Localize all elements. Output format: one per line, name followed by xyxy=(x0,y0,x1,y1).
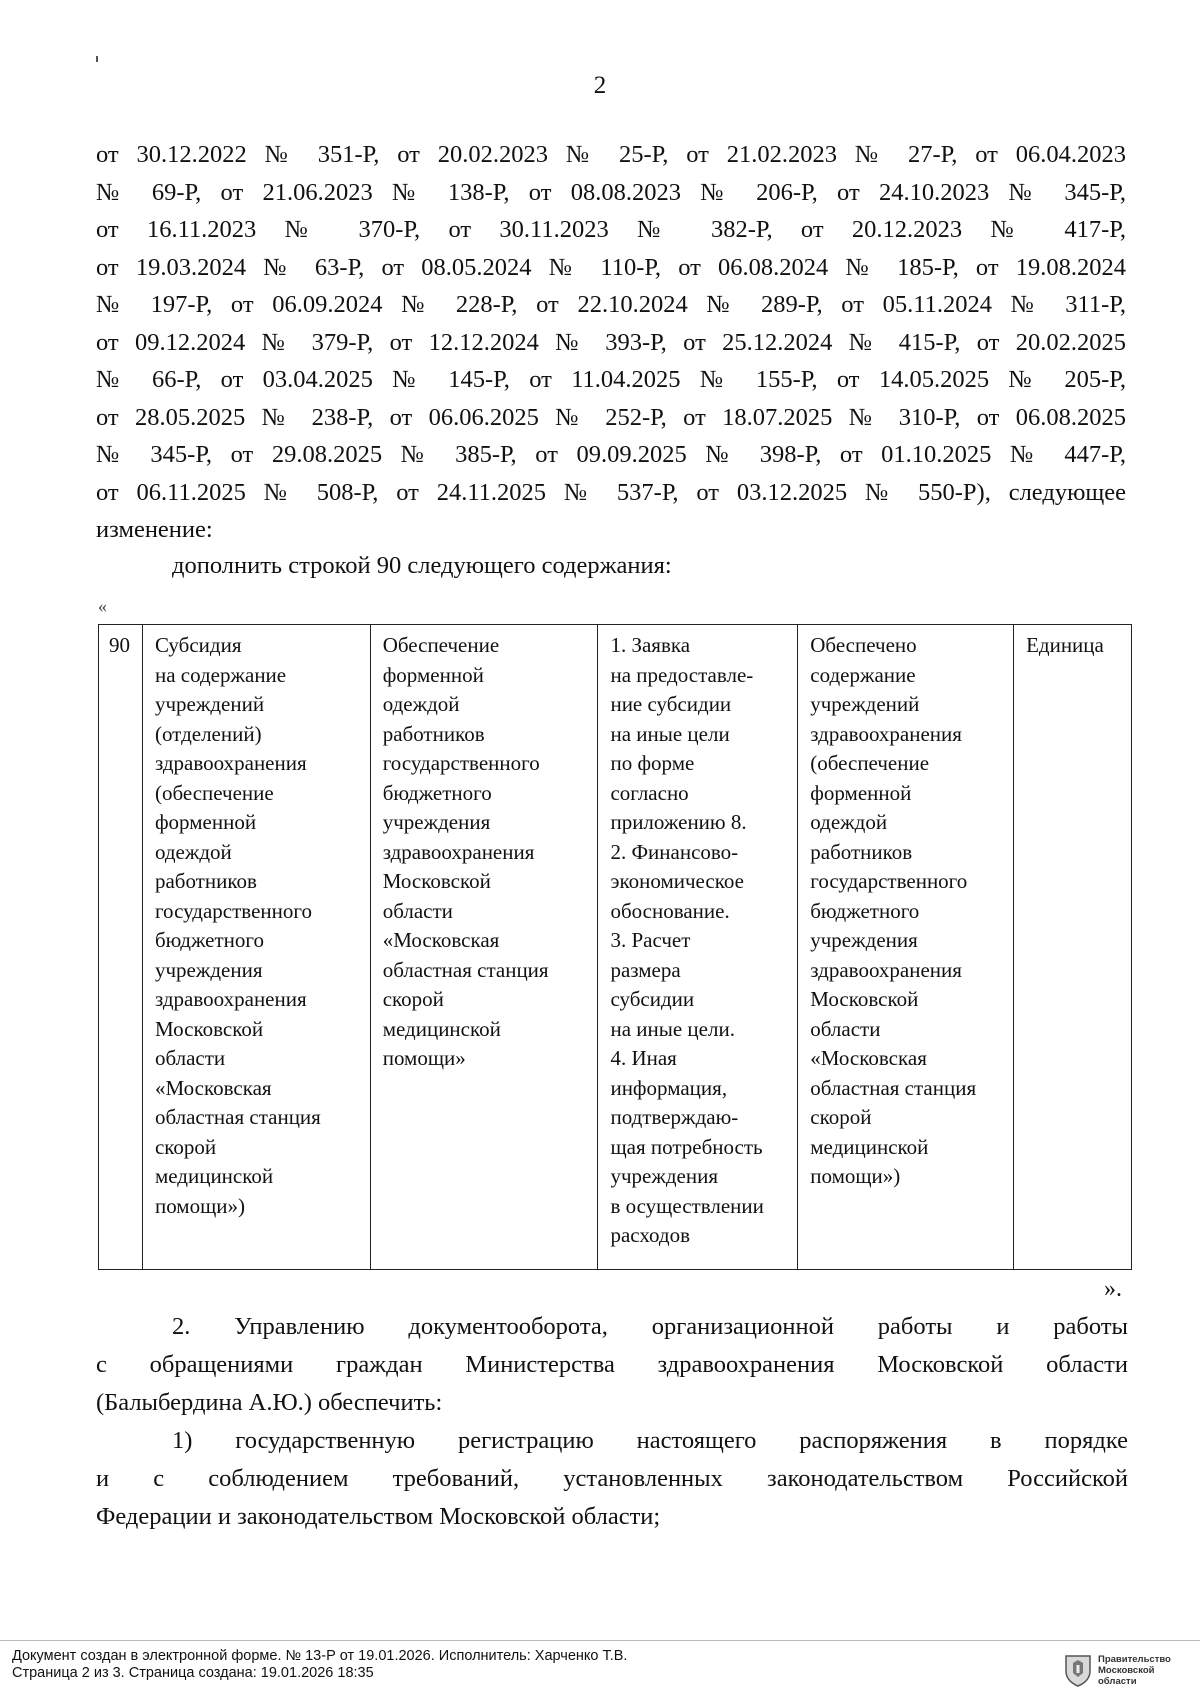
footer-page-info: Страница 2 из 3. Страница создана: 19.01.2026 18:35 xyxy=(12,1665,374,1681)
footer-divider xyxy=(0,1640,1200,1641)
intro-line: от 30.12.2022 № 351-Р, от 20.02.2023 № 25-Р, от 21.02.2023 № 27-Р, от 06.04.2023 xyxy=(96,141,1126,168)
scan-mark xyxy=(96,56,98,62)
paragraph-line: (Балыбердина А.Ю.) обеспечить: xyxy=(96,1389,443,1416)
government-logo xyxy=(1064,1650,1194,1690)
paragraph-3 xyxy=(96,1422,1128,1536)
row-number-cell: 90 xyxy=(99,625,143,1270)
intro-line: № 69-Р, от 21.06.2023 № 138-Р, от 08.08.2023 № 206-Р, от 24.10.2023 № 345-Р, xyxy=(96,178,1126,206)
page-number: 2 xyxy=(593,72,607,99)
footer xyxy=(12,1648,627,1682)
result-text: Обеспечено содержание учреждений здравоохранения (обеспечение форменной одеждой работников государственного бюджетного учреждения здравоохранения Московской области «Московская областная станция скорой медицинской помощи») xyxy=(810,633,977,1188)
intro-line: от 09.12.2024 № 379-Р, от 12.12.2024 № 393-Р, от 25.12.2024 № 415-Р, от 20.02.2025 xyxy=(96,328,1126,356)
intro-line: изменение: xyxy=(96,516,213,543)
coat-of-arms-icon xyxy=(1064,1653,1092,1687)
paragraph-2 xyxy=(96,1308,1128,1422)
quote-close: ». xyxy=(1104,1276,1122,1302)
subsidy-name-text: Субсидия на содержание учреждений (отделений) здравоохранения (обеспечение форменной одеждой работников государственного бюджетного учреждения здравоохранения Московской области «Московская областная станция скорой медицинской помощи») xyxy=(154,633,321,1218)
intro-line: № 197-Р, от 06.09.2024 № 228-Р, от 22.10.2024 № 289-Р, от 05.11.2024 № 311-Р, xyxy=(96,291,1126,318)
logo-line-1: Правительство xyxy=(1098,1653,1171,1665)
intro-line: № 66-Р, от 03.04.2025 № 145-Р, от 11.04.2025 № 155-Р, от 14.05.2025 № 205-Р, xyxy=(96,366,1126,393)
quote-open: « xyxy=(98,596,107,616)
amendment-table xyxy=(98,624,1132,1270)
footer-document-info: Документ создан в электронной форме. № 13-Р от 19.01.2026. Исполнитель: Харченко Т.В. xyxy=(12,1648,628,1664)
unit-text: Единица xyxy=(1026,633,1104,657)
paragraph-line: и с соблюдением требований, установленных законодательством Российской xyxy=(96,1465,1128,1492)
paragraph-line: 1) государственную регистрацию настоящего распоряжения в порядке xyxy=(172,1427,1128,1454)
paragraph-line: Федерации и законодательством Московской области; xyxy=(96,1503,661,1530)
instruction-text: дополнить строкой 90 следующего содержания: xyxy=(172,552,672,579)
result-cell xyxy=(798,625,1014,1270)
unit-cell xyxy=(1014,625,1132,1270)
documents-text: 1. Заявка на предоставле- ние субсидии на иные цели по форме согласно приложению 8. 2. Финансово- экономическое обоснование. 3. Расчет размера субсидии на иные цели. 4. Иная информация, подтверждаю- щая потребность учреждения в осуществлении расходов xyxy=(610,633,764,1247)
intro-line: от 06.11.2025 № 508-Р, от 24.11.2025 № 537-Р, от 03.12.2025 № 550-Р), следующее xyxy=(96,478,1126,506)
documents-cell xyxy=(598,625,798,1270)
intro-paragraph xyxy=(96,136,1126,549)
purpose-cell xyxy=(370,625,598,1270)
logo-text xyxy=(1098,1654,1194,1687)
paragraph-line: с обращениями граждан Министерства здравоохранения Московской области xyxy=(96,1351,1128,1378)
purpose-text: Обеспечение форменной одеждой работников государственного бюджетного учреждения здравоохранения Московской области «Московская областная станция скорой медицинской помощи» xyxy=(382,633,549,1070)
table-row xyxy=(99,625,1132,1270)
intro-line: от 19.03.2024 № 63-Р, от 08.05.2024 № 110-Р, от 06.08.2024 № 185-Р, от 19.08.2024 xyxy=(96,253,1126,281)
intro-line: от 16.11.2023 № 370-Р, от 30.11.2023 № 382-Р, от 20.12.2023 № 417-Р, xyxy=(96,216,1126,243)
intro-line: от 28.05.2025 № 238-Р, от 06.06.2025 № 252-Р, от 18.07.2025 № 310-Р, от 06.08.2025 xyxy=(96,403,1126,431)
subsidy-name-cell xyxy=(142,625,370,1270)
intro-line: № 345-Р, от 29.08.2025 № 385-Р, от 09.09.2025 № 398-Р, от 01.10.2025 № 447-Р, xyxy=(96,441,1126,468)
logo-line-2: Московской области xyxy=(1098,1664,1155,1687)
paragraph-line: 2. Управлению документооборота, организационной работы и работы xyxy=(172,1313,1128,1340)
